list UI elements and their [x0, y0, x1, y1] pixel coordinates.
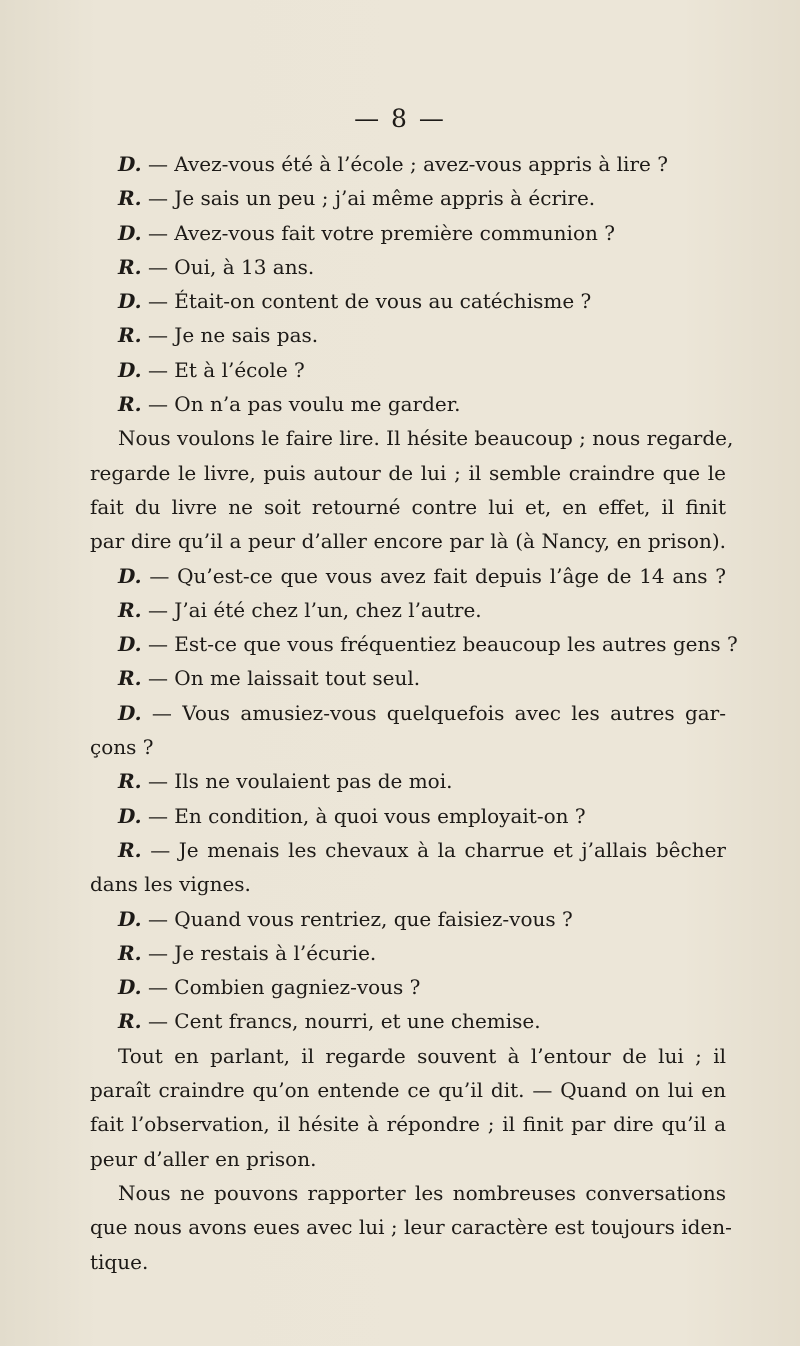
- text-line: [90, 353, 726, 387]
- line-text: Nous ne pouvons rapporter les nombreuses conversations: [118, 1180, 726, 1205]
- line-text: — Ils ne voulaient pas de moi.: [141, 769, 453, 794]
- speaker-label: R.: [118, 940, 142, 965]
- line-text: fait du livre ne soit retourné contre lui et, en effet, il finit: [90, 494, 726, 519]
- line-text: tique.: [90, 1249, 149, 1274]
- speaker-label: D.: [118, 357, 142, 382]
- text-line: [90, 1004, 726, 1038]
- speaker-label: R.: [118, 392, 142, 417]
- speaker-label: R.: [118, 323, 142, 348]
- line-text: — Avez-vous fait votre première communion ?: [141, 220, 615, 245]
- line-text: dans les vignes.: [90, 872, 251, 897]
- text-line: [90, 1073, 726, 1107]
- text-line: [90, 456, 726, 490]
- line-text: — Je menais les chevaux à la charrue et j’allais bêcher: [141, 837, 726, 862]
- line-text: par dire qu’il a peur d’aller encore par là (à Nancy, en prison).: [90, 529, 726, 554]
- text-line: [90, 833, 726, 867]
- text-line: [90, 421, 734, 455]
- speaker-label: R.: [118, 769, 142, 794]
- line-text: — On me laissait tout seul.: [141, 666, 421, 691]
- speaker-label: D.: [118, 563, 142, 588]
- line-text: — Quand vous rentriez, que faisiez-vous ?: [141, 906, 573, 931]
- line-text: — Oui, à 13 ans.: [141, 254, 315, 279]
- line-text: — Je restais à l’écurie.: [141, 940, 377, 965]
- line-text: peur d’aller en prison.: [90, 1146, 317, 1171]
- text-line: [90, 936, 726, 970]
- line-text: regarde le livre, puis autour de lui ; il semble craindre que le: [90, 460, 726, 485]
- text-line: [90, 1176, 726, 1210]
- text-line: [90, 1142, 726, 1176]
- text-line: [90, 730, 726, 764]
- text-line: [90, 661, 726, 695]
- line-text: — Je ne sais pas.: [141, 323, 319, 348]
- line-text: Nous voulons le faire lire. Il hésite beaucoup ; nous regarde,: [118, 426, 734, 451]
- text-line: [90, 559, 726, 593]
- text-line: [90, 490, 726, 524]
- line-text: fait l’observation, il hésite à répondre ; il finit par dire qu’il a: [90, 1112, 726, 1137]
- line-text: Tout en parlant, il regarde souvent à l’entour de lui ; il: [118, 1043, 726, 1068]
- speaker-label: D.: [118, 975, 142, 1000]
- body-text: [90, 147, 738, 1279]
- line-text: — J’ai été chez l’un, chez l’autre.: [141, 597, 482, 622]
- speaker-label: D.: [118, 700, 142, 725]
- speaker-label: R.: [118, 666, 142, 691]
- line-text: — On n’a pas voulu me garder.: [141, 392, 461, 417]
- text-line: [90, 902, 726, 936]
- speaker-label: R.: [118, 597, 142, 622]
- text-line: [90, 1210, 732, 1244]
- text-line: [90, 764, 726, 798]
- speaker-label: D.: [118, 152, 142, 176]
- line-text: paraît craindre qu’on entende ce qu’il dit. — Quand on lui en: [90, 1078, 726, 1103]
- text-line: [90, 1245, 726, 1279]
- speaker-label: D.: [118, 803, 142, 828]
- line-text: — Qu’est-ce que vous avez fait depuis l’âge de 14 ans ?: [141, 563, 726, 588]
- speaker-label: R.: [118, 1009, 142, 1034]
- text-line: [90, 799, 726, 833]
- text-line: [90, 593, 726, 627]
- text-line: [90, 250, 726, 284]
- speaker-label: D.: [118, 632, 142, 657]
- text-line: [90, 1107, 726, 1141]
- text-line: [90, 970, 726, 1004]
- speaker-label: R.: [118, 254, 142, 279]
- line-text: çons ?: [90, 735, 154, 760]
- line-text: — Et à l’école ?: [141, 357, 305, 382]
- speaker-label: D.: [118, 220, 142, 245]
- line-text: — Vous amusiez-vous quelquefois avec les autres gar-: [141, 700, 726, 725]
- page-number: — 8 —: [354, 104, 446, 133]
- line-text: que nous avons eues avec lui ; leur caractère est toujours iden-: [90, 1215, 732, 1240]
- text-line: [90, 696, 726, 730]
- text-line: [90, 318, 726, 352]
- speaker-label: R.: [118, 837, 142, 862]
- speaker-label: R.: [118, 186, 142, 211]
- speaker-label: D.: [118, 906, 142, 931]
- line-text: — Cent francs, nourri, et une chemise.: [141, 1009, 541, 1034]
- text-line: [90, 181, 726, 215]
- text-line: [90, 284, 726, 318]
- line-text: — Combien gagniez-vous ?: [141, 975, 421, 1000]
- text-line: [90, 627, 738, 661]
- speaker-label: D.: [118, 289, 142, 314]
- line-text: — Je sais un peu ; j’ai même appris à écrire.: [141, 186, 596, 211]
- text-line: [90, 1039, 726, 1073]
- text-line: [90, 867, 726, 901]
- line-text: — Avez-vous été à l’école ; avez-vous appris à lire ?: [141, 152, 668, 176]
- text-line: [90, 524, 726, 558]
- line-text: — Était-on content de vous au catéchisme ?: [141, 289, 592, 314]
- text-line: [90, 216, 726, 250]
- line-text: — En condition, à quoi vous employait-on ?: [141, 803, 586, 828]
- text-line: [90, 387, 726, 421]
- line-text: — Est-ce que vous fréquentiez beaucoup les autres gens ?: [141, 632, 738, 657]
- text-line: [90, 147, 726, 181]
